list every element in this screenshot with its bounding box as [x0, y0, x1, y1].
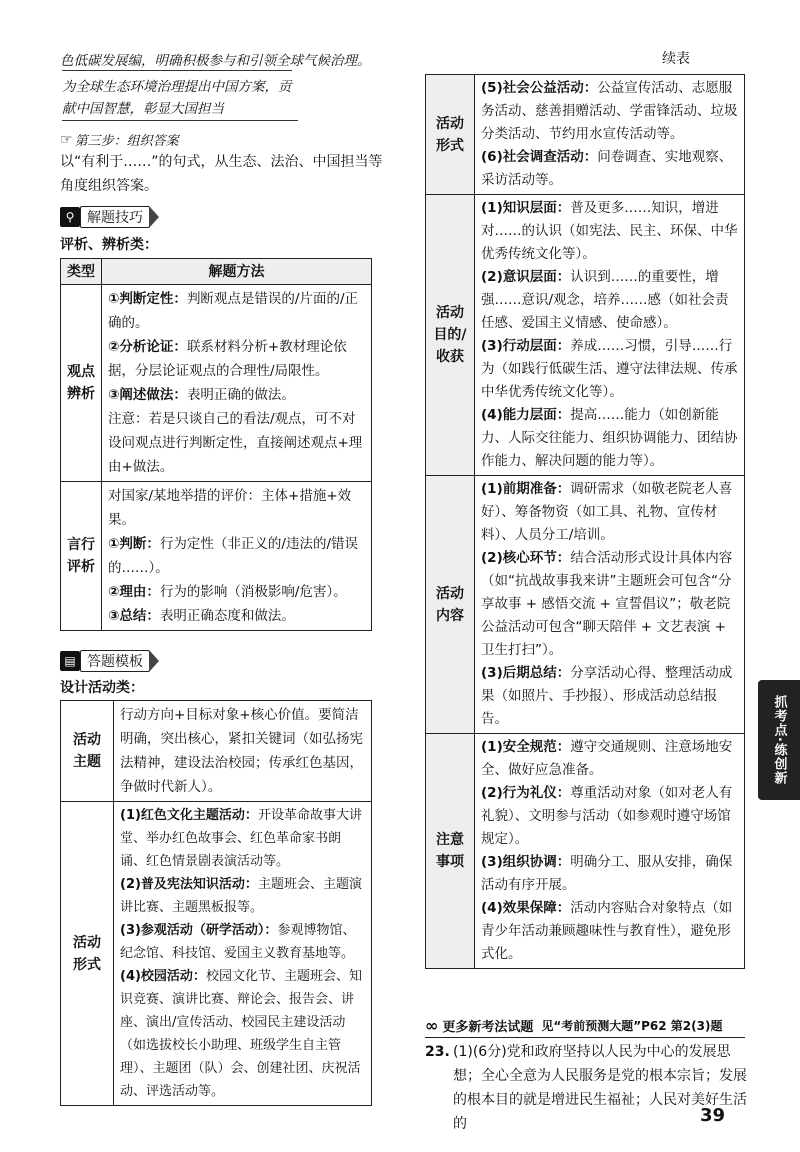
form-item: (3)参观活动（研学活动）：参观博物馆、纪念馆、科技馆、爱国主义教育基地等。 — [120, 923, 356, 961]
hand-pointer-icon: ☞ — [60, 131, 73, 148]
row-item: (1)安全规范：遵守交通规则、注意场地安全、做好应急准备。 — [481, 739, 733, 778]
more-label: 更多新考法试题 — [442, 1020, 534, 1035]
more-questions — [425, 1016, 755, 1035]
skills-tag-label: 解题技巧 — [80, 206, 150, 228]
skills-table — [60, 258, 372, 631]
divider — [425, 1037, 745, 1038]
step3-label: 第三步：组织答案 — [74, 134, 179, 149]
row-item: (3)行动层面：养成……习惯，引导……行为（如践行低碳生活、遵守法律法规、传承中华优秀传统文化等）。 — [481, 338, 738, 400]
method-note: 注意：若是只谈自己的看法/观点，可不对设问观点进行判断定性，直接阐述观点+理由+做法。 — [108, 411, 363, 475]
col-method-header: 解题方法 — [102, 259, 372, 285]
side-tab-label: 抓考点·练创新 — [771, 695, 787, 785]
row-item: (3)后期总结：分享活动心得、整理活动成果（如照片、手抄报）、形成活动总结报告。 — [481, 665, 733, 727]
handwritten-line: 色低碳发展编，明确积极参与和引领全球气候治理。 — [60, 53, 371, 69]
form-item: (4)校园活动：校园文化节、主题班会、知识竞赛、演讲比赛、辩论会、报告会、讲座、演出/宣传活动、校园民主建设活动（如选拔校长小助理、班级学生自主管理）、主题团（队）会、创建社团、庆祝活动、评选活动等。 — [120, 969, 362, 1099]
method-item: ②分析论证：联系材料分析+教材理论依据，分层论证观点的合理性/局限性。 — [108, 339, 347, 379]
row-item: (2)行为礼仪：尊重活动对象（如对老人有礼貌）、文明参与活动（如参观时遵守场馆规定）。 — [481, 785, 733, 847]
page-number: 39 — [700, 1105, 726, 1126]
row-item: (1)前期准备：调研需求（如敬老院老人喜好）、筹备物资（如工具、礼物、宣传材料）、人员分工/培训。 — [481, 481, 733, 543]
tag-arrow-icon — [149, 206, 159, 228]
skills-tag — [60, 206, 159, 228]
method-item: ①判断定性：判断观点是错误的/片面的/正确的。 — [108, 291, 359, 331]
method-item: 对国家/某地举措的评价：主体+措施+效果。 — [108, 488, 352, 528]
book-icon: ▤ — [60, 651, 80, 671]
row-label-notes: 注意事项 — [426, 734, 475, 969]
tag-arrow-icon — [149, 650, 159, 672]
form-list — [114, 802, 372, 1106]
step3-text: 以“有利于……”的句式，从生态、法治、中国担当等角度组织答案。 — [60, 154, 383, 194]
magnifier-icon: ⚲ — [60, 207, 80, 227]
skills-subtitle: 评析、辨析类： — [60, 237, 158, 253]
form-item: (2)普及宪法知识活动：主题班会、主题演讲比赛、主题黑板报等。 — [120, 877, 362, 915]
row-content-content — [475, 476, 745, 734]
row-item: (2)意识层面：认识到……的重要性，增强……意识/观念，培养……感（如社会责任感、爱国主义情感、使命感）。 — [481, 269, 729, 331]
row-label-form: 活动形式 — [426, 75, 475, 195]
row-item: (3)组织协调：明确分工、服从安排，确保活动有序开展。 — [481, 854, 733, 893]
type-viewpoint: 观点辨析 — [61, 285, 102, 482]
more-ref[interactable]: 见“考前预测大题”P62 第2(3)题 — [541, 1019, 723, 1033]
row-item: (4)效果保障：活动内容贴合对象特点（如青少年活动兼顾趣味性与教育性），避免形式化。 — [481, 900, 733, 962]
row-item: (2)核心环节：结合活动形式设计具体内容（如“抗战故事我来讲”主题班会可包含“分享故事 + 感悟交流 + 宣誓倡议”；敬老院公益活动可包含“聊天陪伴 + 文艺表演 + 卫生打扫”）。 — [481, 550, 733, 658]
method-item: ①判断：行为定性（非正义的/违法的/错误的……）。 — [108, 536, 359, 576]
row-item: (5)社会公益活动：公益宣传活动、志愿服务活动、慈善捐赠活动、学雷锋活动、垃圾分类活动、节约用水宣传活动等。 — [481, 80, 738, 142]
template-tag — [60, 650, 159, 672]
question-text: (1)(6分)党和政府坚持以人民为中心的发展思想；全心全意为人民服务是党的根本宗旨；发展的根本目的就是增进民生福祉；人民对美好生活的 — [453, 1044, 747, 1132]
col-type-header: 类型 — [61, 259, 102, 285]
row-content-notes — [475, 734, 745, 969]
form-item: (1)红色文化主题活动：开设革命故事大讲堂、举办红色故事会、红色革命家书朗诵、红色情景剧表演活动等。 — [120, 808, 362, 869]
activity-table — [425, 74, 745, 969]
template-subtitle: 设计活动类： — [60, 680, 144, 696]
handwritten-note: 为全球生态环境治理提出中国方案，贡献中国智慧，彰显大国担当 — [62, 76, 298, 121]
theme-label: 活动主题 — [61, 701, 114, 802]
link-icon: ∞ — [425, 1016, 439, 1035]
row-content-purpose — [475, 195, 745, 476]
template-table — [60, 700, 372, 1106]
row-item: (6)社会调查活动：问卷调查、实地观察、采访活动等。 — [481, 149, 733, 188]
underline — [62, 70, 292, 72]
method-item: ③总结：表明正确态度和做法。 — [108, 608, 295, 624]
type-conduct: 言行评析 — [61, 482, 102, 631]
method-viewpoint — [102, 285, 372, 482]
method-item: ③阐述做法：表明正确的做法。 — [108, 387, 295, 403]
template-tag-label: 答题模板 — [80, 650, 150, 672]
question-number: 23. — [425, 1044, 450, 1060]
row-content-form — [475, 75, 745, 195]
method-item: ②理由：行为的影响（消极影响/危害）。 — [108, 584, 347, 600]
row-label-content: 活动内容 — [426, 476, 475, 734]
side-tab[interactable] — [758, 680, 800, 800]
theme-text: 行动方向+目标对象+核心价值。要简洁明确，突出核心，紧扣关键词（如弘扬宪法精神，建设法治校园；传承红色基因，争做时代新人）。 — [114, 701, 372, 802]
step3-heading — [60, 130, 179, 149]
row-item: (1)知识层面：普及更多……知识，增进对……的认识（如宪法、民主、环保、中华优秀传统文化等）。 — [481, 200, 738, 262]
row-label-purpose: 活动目的/收获 — [426, 195, 475, 476]
row-item: (4)能力层面：提高……能力（如创新能力、人际交往能力、组织协调能力、团结协作能力、解决问题的能力等）。 — [481, 407, 738, 469]
form-label: 活动形式 — [61, 802, 114, 1106]
continued-label: 续表 — [662, 51, 690, 67]
method-conduct — [102, 482, 372, 631]
